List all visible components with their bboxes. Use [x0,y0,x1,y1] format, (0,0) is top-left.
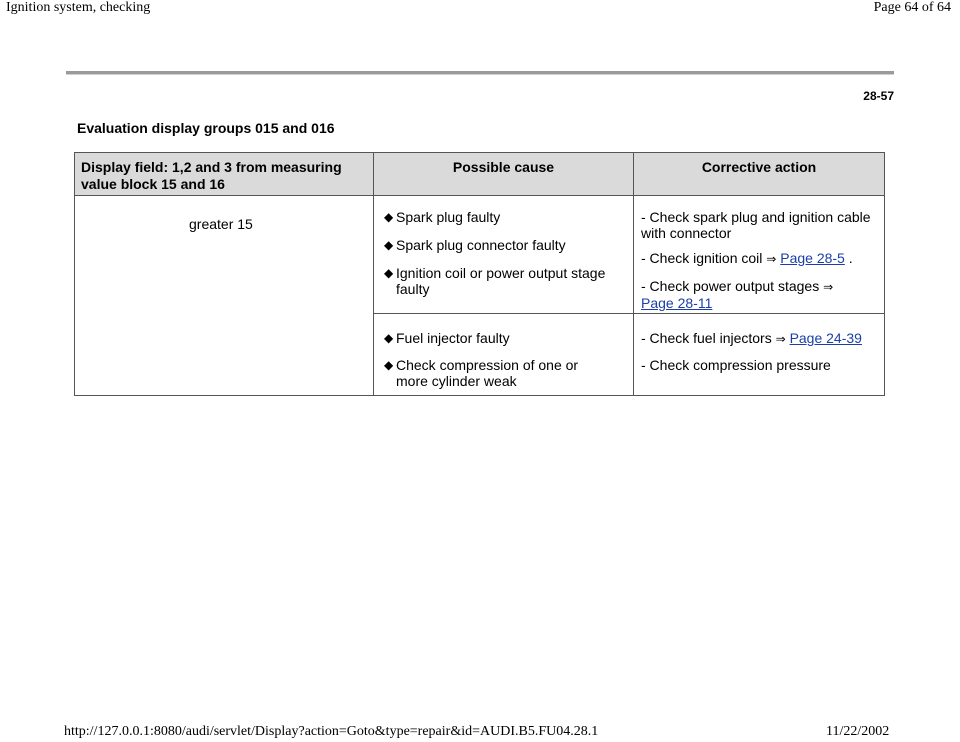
page-number: 28-57 [863,89,894,103]
document-title: Ignition system, checking [6,0,151,15]
diamond-bullet-icon: ◆ [384,210,394,224]
action-check-ignition-coil: - Check ignition coil ⇒ Page 28-5 . [641,250,853,266]
diamond-bullet-icon: ◆ [384,331,394,345]
action-check-fuel-injectors: - Check fuel injectors ⇒ Page 24-39 [641,330,862,346]
header-rule [66,71,894,75]
arrow-right-icon: ⇒ [775,332,786,346]
row-separator [374,313,884,314]
action-check-spark-plug: - Check spark plug and ignition cable with connector [641,209,871,241]
link-page-28-5[interactable]: Page 28-5 [780,250,845,266]
header-possible-cause: Possible cause [452,159,555,175]
column-divider [373,153,374,395]
arrow-right-icon: ⇒ [766,252,777,266]
column-divider [633,153,634,395]
action-check-power-output-stages: - Check power output stages ⇒ Page 28-11 [641,278,834,311]
display-value: greater 15 [189,216,253,232]
diamond-bullet-icon: ◆ [384,266,394,280]
header-display-field: Display field: 1,2 and 3 from measuring value block 15 and 16 [81,159,342,192]
action-check-compression: - Check compression pressure [641,357,831,373]
arrow-right-icon: ⇒ [823,280,834,294]
footer-url: http://127.0.0.1:8080/audi/servlet/Display?action=Goto&type=repair&id=AUDI.B5.FU04.28.1 [64,724,599,739]
diamond-bullet-icon: ◆ [384,238,394,252]
section-title: Evaluation display groups 015 and 016 [77,120,335,136]
link-page-24-39[interactable]: Page 24-39 [789,330,862,346]
footer-date: 11/22/2002 [826,724,890,739]
evaluation-table: Display field: 1,2 and 3 from measuring value block 15 and 16 Possible cause Corrective action greater 15 ◆ Spark plug faulty ◆ Spark plug connector faulty ◆ Ignition coil or power output stage faulty - Check spark plug and ignition cable with connector - Check ignition coil ⇒ Page 28-5 . - Check power output stages ⇒ Page 28-11 ◆ Fuel injector faulty ◆ Check compression of one or more cylinder weak - Check fuel injectors ⇒ Page 24-39 - Check compression pressure [74,152,885,396]
link-page-28-11[interactable]: Page 28-11 [641,295,713,311]
header-corrective-action: Corrective action [701,159,817,175]
page-indicator: Page 64 of 64 [873,0,951,15]
diamond-bullet-icon: ◆ [384,358,394,372]
